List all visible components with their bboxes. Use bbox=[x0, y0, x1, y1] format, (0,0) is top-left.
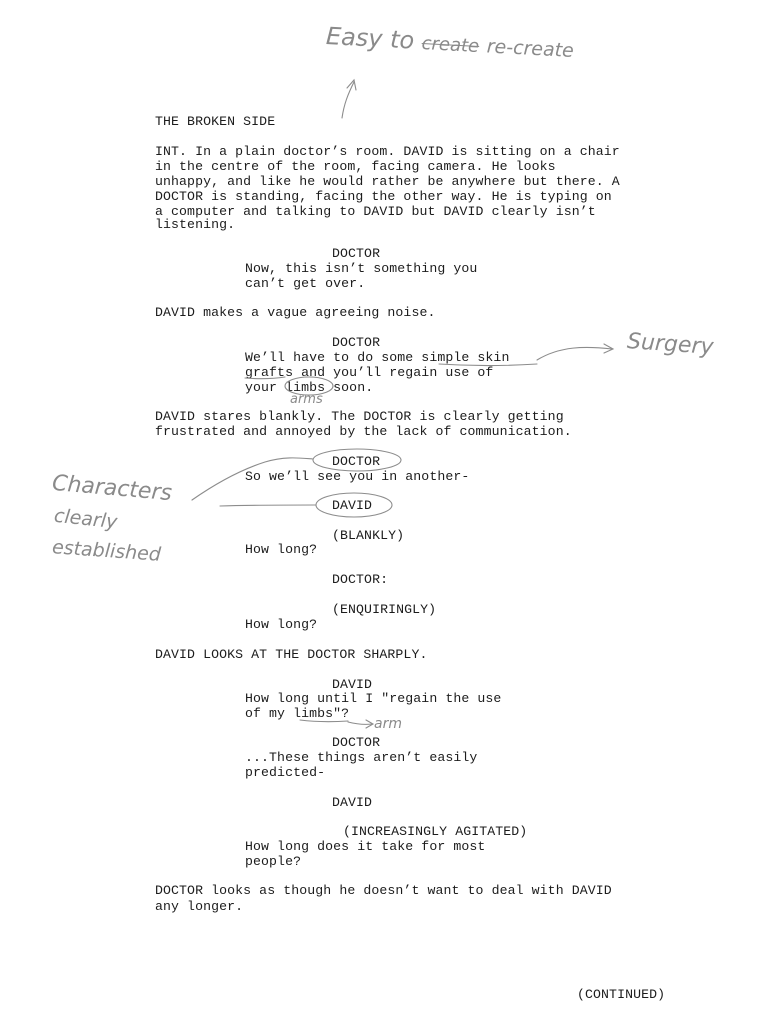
character-name: DOCTOR bbox=[332, 454, 381, 469]
annotation-side-note-line: established bbox=[51, 536, 162, 566]
annotation-arms: arms bbox=[290, 392, 323, 407]
dialogue-line: your limbs soon. bbox=[245, 380, 374, 395]
dialogue-line: How long? bbox=[245, 617, 318, 632]
script-title: THE BROKEN SIDE bbox=[155, 114, 276, 129]
action-line: DAVID stares blankly. The DOCTOR is clearly getting bbox=[155, 409, 564, 424]
arrowhead-top-note bbox=[347, 80, 356, 90]
arrowhead-arm bbox=[366, 720, 373, 728]
arrow-to-top-note bbox=[342, 82, 354, 118]
dialogue-line: can’t get over. bbox=[245, 276, 366, 291]
dialogue-line: ...These things aren’t easily bbox=[245, 750, 478, 765]
scene-heading-line: a computer and talking to DAVID but DAVID clearly isn’t bbox=[155, 204, 596, 219]
character-name: DOCTOR bbox=[332, 246, 381, 261]
dialogue-line: How long does it take for most bbox=[245, 839, 486, 854]
scene-heading-line: INT. In a plain doctor’s room. DAVID is sitting on a chair bbox=[155, 144, 620, 159]
dialogue-line: How long? bbox=[245, 542, 318, 557]
annotation-top-note-part1: Easy to bbox=[325, 22, 415, 55]
character-name: DOCTOR bbox=[332, 335, 381, 350]
parenthetical: (INCREASINGLY AGITATED) bbox=[343, 824, 528, 839]
annotation-top-note-struck: create bbox=[421, 33, 480, 58]
arrow-to-surgery bbox=[537, 347, 612, 360]
arrowhead-surgery bbox=[604, 344, 613, 353]
dialogue-line: How long until I "regain the use bbox=[245, 691, 502, 706]
annotation-arm: arm bbox=[374, 716, 402, 732]
action-line: DOCTOR looks as though he doesn’t want to deal with DAVID bbox=[155, 883, 612, 898]
annotation-top-note bbox=[325, 22, 574, 63]
character-name: DAVID bbox=[332, 498, 373, 513]
character-name: DOCTOR: bbox=[332, 572, 389, 587]
line-to-david-circle bbox=[220, 505, 316, 506]
action-line: DAVID LOOKS AT THE DOCTOR SHARPLY. bbox=[155, 647, 428, 662]
action-line: frustrated and annoyed by the lack of communication. bbox=[155, 424, 572, 439]
character-name: DOCTOR bbox=[332, 735, 381, 750]
dialogue-line: Now, this isn’t something you bbox=[245, 261, 478, 276]
character-name: DAVID bbox=[332, 795, 373, 810]
continued-marker: (CONTINUED) bbox=[577, 987, 666, 1002]
parenthetical: (BLANKLY) bbox=[332, 528, 405, 543]
annotation-side-note-line: Characters bbox=[51, 470, 173, 507]
arrow-to-arm bbox=[348, 722, 372, 724]
action-line: DAVID makes a vague agreeing noise. bbox=[155, 305, 436, 320]
dialogue-line: predicted- bbox=[245, 765, 326, 780]
parenthetical: (ENQUIRINGLY) bbox=[332, 602, 437, 617]
dialogue-line: So we’ll see you in another- bbox=[245, 469, 470, 484]
dialogue-line: We’ll have to do some simple skin bbox=[245, 350, 510, 365]
scene-heading-line: unhappy, and like he would rather be anywhere but there. A bbox=[155, 174, 620, 189]
dialogue-line: of my limbs"? bbox=[245, 706, 350, 721]
character-name: DAVID bbox=[332, 677, 373, 692]
scene-heading-line: in the centre of the room, facing camera. He looks bbox=[155, 159, 556, 174]
annotation-surgery: Surgery bbox=[626, 329, 715, 360]
annotation-side-note-line: clearly bbox=[53, 504, 119, 534]
scene-heading-line: listening. bbox=[155, 217, 236, 232]
dialogue-line: people? bbox=[245, 854, 302, 869]
dialogue-line: grafts and you’ll regain use of bbox=[245, 365, 494, 380]
scene-heading-line: DOCTOR is standing, facing the other way. He is typing on bbox=[155, 189, 612, 204]
annotation-top-note-part2: re-create bbox=[486, 35, 575, 62]
action-line: any longer. bbox=[155, 899, 244, 914]
